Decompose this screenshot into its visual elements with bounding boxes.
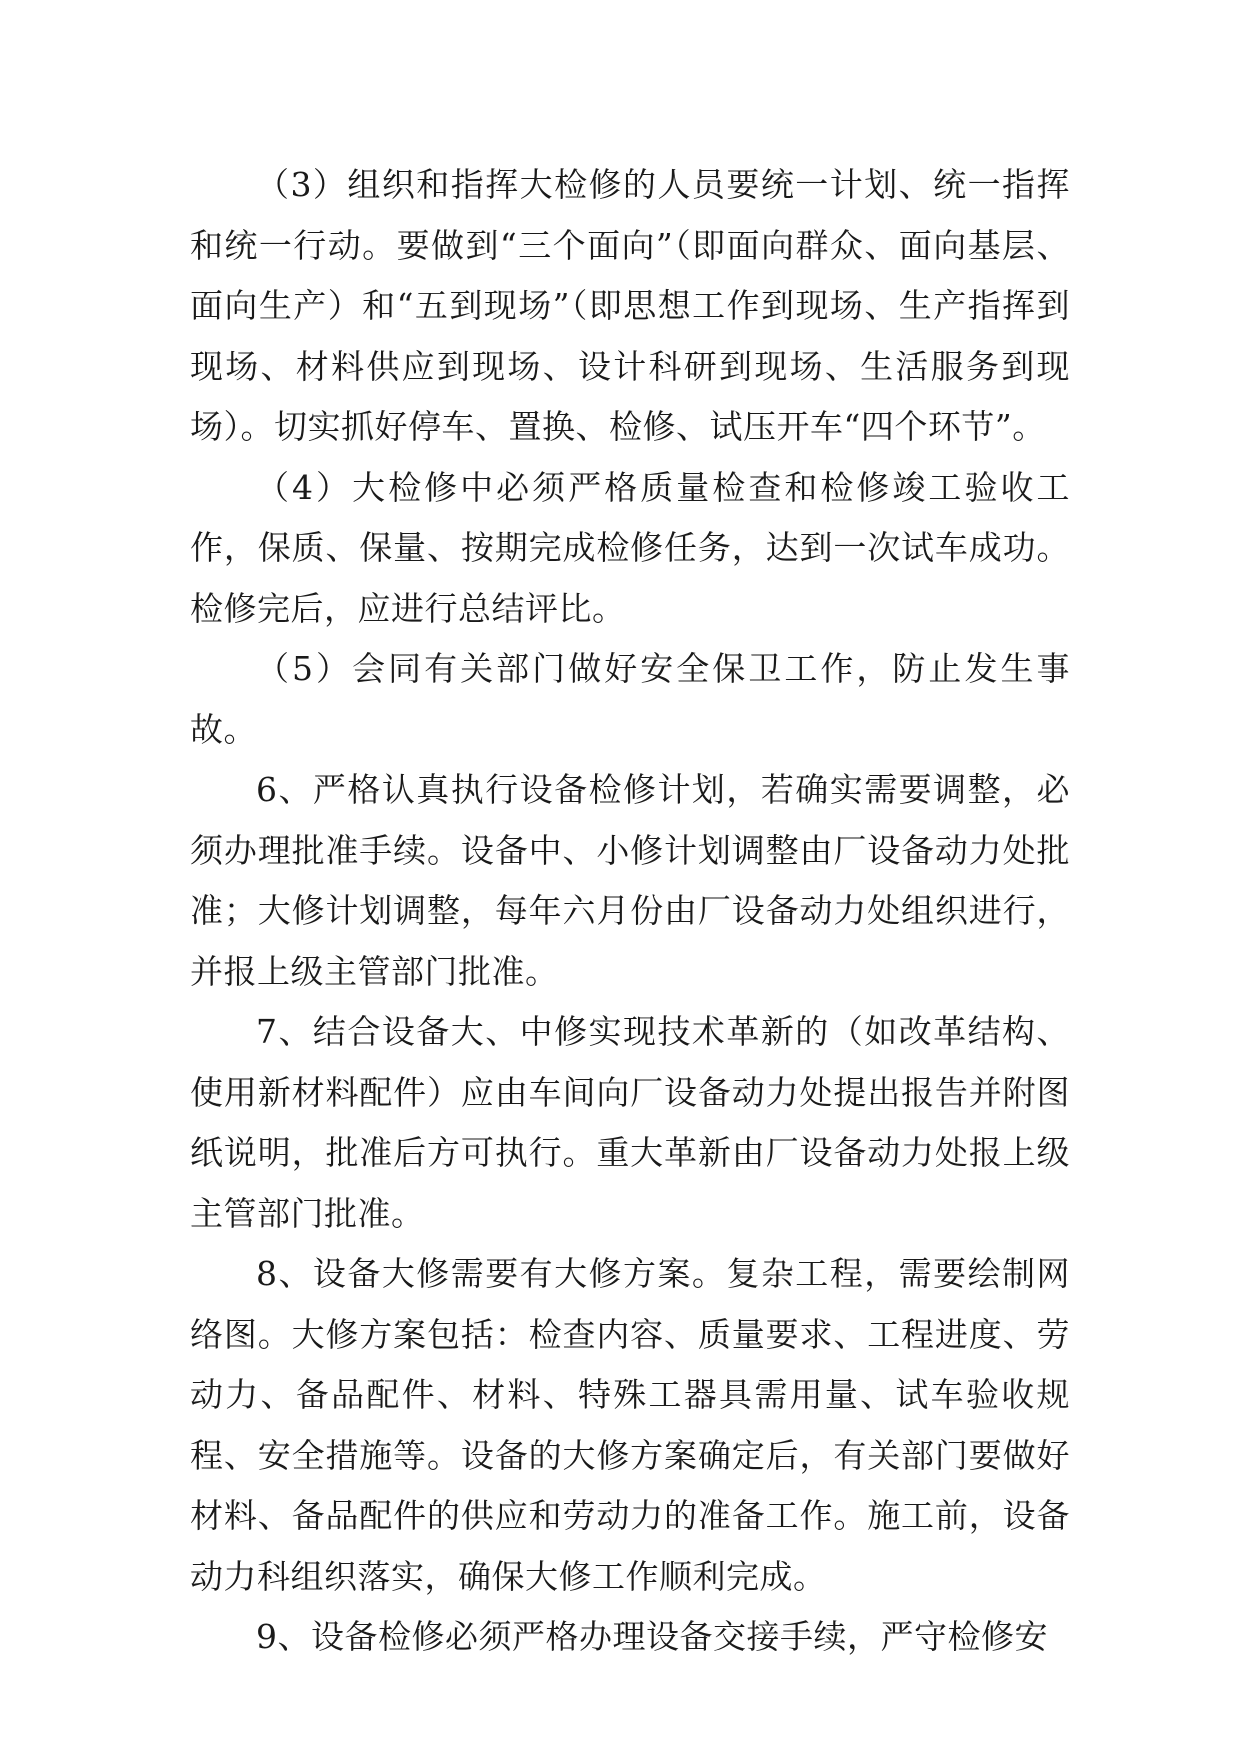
- document-body: [190, 155, 1070, 1668]
- paragraph-clause-6: 6、严格认真执行设备检修计划，若确实需要调整，必须办理批准手续。设备中、小修计划调整由厂设备动力处批准；大修计划调整，每年六月份由厂设备动力处组织进行，并报上级主管部门批准。: [190, 770, 1070, 991]
- paragraph-item-4: （4）大检修中必须严格质量检查和检修竣工验收工作，保质、保量、按期完成检修任务，达到一次试车成功。检修完后，应进行总结评比。: [190, 467, 1070, 628]
- paragraph-clause-9: 9、设备检修必须严格办理设备交接手续，严守检修安: [256, 1617, 1048, 1656]
- paragraph-clause-8: 8、设备大修需要有大修方案。复杂工程，需要绘制网络图。大修方案包括：检查内容、质量要求、工程进度、劳动力、备品配件、材料、特殊工器具需用量、试车验收规程、安全措施等。设备的大修方案确定后，有关部门要做好材料、备品配件的供应和劳动力的准备工作。施工前，设备动力科组织落实，确保大修工作顺利完成。: [190, 1254, 1070, 1596]
- paragraph-item-3: （3）组织和指挥大检修的人员要统一计划、统一指挥和统一行动。要做到“三个面向”（即面向群众、面向基层、面向生产）和“五到现场”（即思想工作到现场、生产指挥到现场、材料供应到现场、设计科研到现场、生活服务到现场）。切实抓好停车、置换、检修、试压开车“四个环节”。: [190, 165, 1070, 446]
- paragraph-item-5: （5）会同有关部门做好安全保卫工作，防止发生事故。: [190, 649, 1070, 749]
- paragraph-clause-7: 7、结合设备大、中修实现技术革新的（如改革结构、使用新材料配件）应由车间向厂设备动力处提出报告并附图纸说明，批准后方可执行。重大革新由厂设备动力处报上级主管部门批准。: [190, 1012, 1070, 1233]
